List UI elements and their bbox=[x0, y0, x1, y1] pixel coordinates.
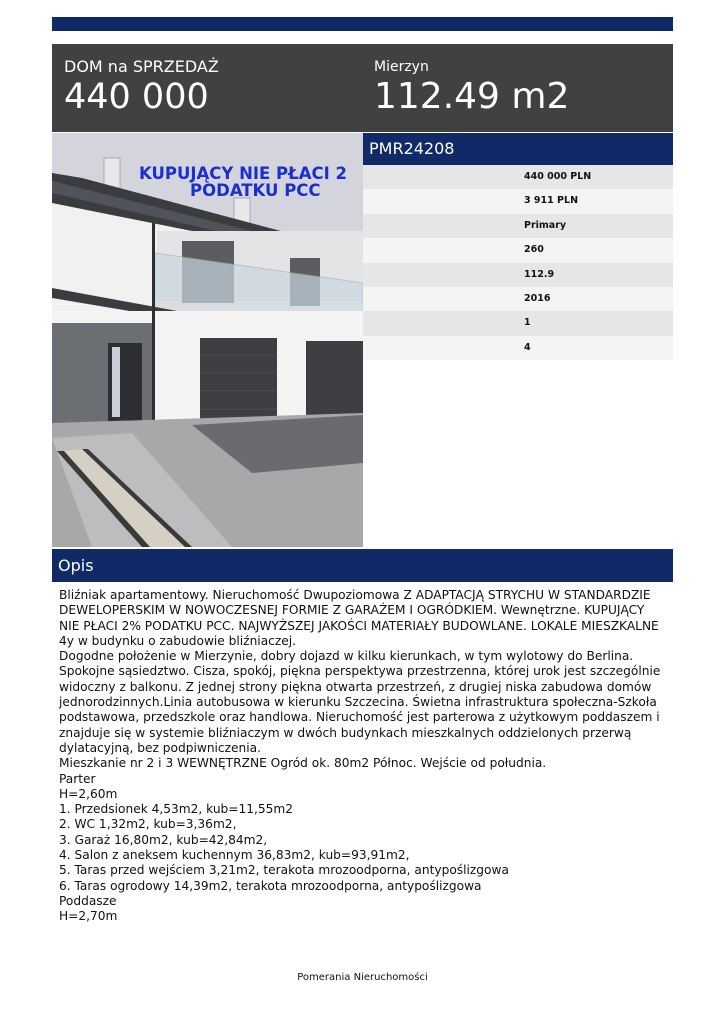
description-line: dylatacyjną, bez podpiwniczenia. bbox=[59, 740, 261, 755]
description-line: 4. Salon z aneksem kuchennym 36,83m2, kub=93,91m2, bbox=[59, 848, 410, 863]
description-line: NIE PŁACI 2% PODATKU PCC. NAJWYŻSZEJ JAKOŚCI MATERIAŁY BUDOWLANE. LOKALE MIESZKALNE bbox=[59, 618, 659, 633]
property-photo bbox=[52, 133, 363, 547]
description-line: podstawowa, przedszkole oraz handlowa. Nieruchomość jest parterowa z użytkowym poddaszem i bbox=[59, 710, 660, 725]
photo-banner-line2: PODATKU PCC bbox=[190, 181, 321, 200]
description-line: jednorodzinnych.Linia autobusowa w kierunku Szczecina. Świetna infrastruktura społeczna-Szkoła bbox=[59, 695, 657, 710]
property-row: 3 911 PLN bbox=[363, 189, 673, 213]
property-row: Primary bbox=[363, 214, 673, 238]
description-line: 4y w budynku o zabudowie bliźniaczej. bbox=[59, 633, 297, 648]
description-line: Parter bbox=[59, 771, 96, 786]
description-line: 1. Przedsionek 4,53m2, kub=11,55m2 bbox=[59, 802, 294, 817]
description-line: DEWELOPERSKIM W NOWOCZESNEJ FORMIE Z GARAŻEM I OGRÓDKIEM. Wewnętrzne. KUPUJĄCY bbox=[59, 603, 645, 618]
area-value: 112.49 m2 bbox=[374, 76, 570, 117]
header-left bbox=[64, 44, 219, 117]
description-line: 3. Garaż 16,80m2, kub=42,84m2, bbox=[59, 832, 268, 847]
description-line: Mieszkanie nr 2 i 3 WEWNĘTRZNE Ogród ok. 80m2 Północ. Wejście od południa. bbox=[59, 756, 547, 771]
description-line: 6. Taras ogrodowy 14,39m2, terakota mrozoodporna, antypoślizgowa bbox=[59, 878, 482, 893]
description-line: H=2,70m bbox=[59, 909, 118, 924]
location-label: Mierzyn bbox=[374, 59, 429, 75]
property-row: 260 bbox=[363, 238, 673, 262]
price-value: 440 000 bbox=[64, 77, 209, 117]
property-type-label: DOM na SPRZEDAŻ bbox=[64, 57, 219, 76]
description-line: Dogodne położenie w Mierzynie, dobry dojazd w kilku kierunkach, w tym wylotowy do Berlina. bbox=[59, 649, 634, 664]
listing-header bbox=[52, 44, 673, 132]
footer-company: Pomerania Nieruchomości bbox=[297, 972, 428, 983]
top-accent-bar bbox=[52, 17, 673, 31]
photo-banner-line1: KUPUJĄCY NIE PŁACI 2 bbox=[139, 164, 347, 183]
description-text bbox=[59, 588, 671, 925]
property-row: 112.9 bbox=[363, 263, 673, 287]
description-line: 2. WC 1,32m2, kub=3,36m2, bbox=[59, 817, 237, 832]
property-details-table bbox=[363, 165, 673, 360]
listing-id-bar: PMR24208 bbox=[363, 133, 673, 165]
property-row: 1 bbox=[363, 311, 673, 335]
description-line: widoczny z balkonu. Z jednej strony piękna otwarta przestrzeń, z drugiej niska zabudowa domów bbox=[59, 679, 652, 694]
property-row: 440 000 PLN bbox=[363, 165, 673, 189]
description-line: Spokojne sąsiedztwo. Cisza, spokój, piękna perspektywa przestrzenna, której urok jest szczególnie bbox=[59, 664, 661, 679]
description-line: Poddasze bbox=[59, 893, 117, 908]
header-right bbox=[374, 44, 569, 117]
description-line: 5. Taras przed wejściem 3,21m2, terakota mrozoodporna, antypoślizgowa bbox=[59, 863, 509, 878]
description-line: H=2,60m bbox=[59, 786, 118, 801]
description-heading: Opis bbox=[52, 549, 673, 582]
property-row: 2016 bbox=[363, 287, 673, 311]
description-line: znajduje się w systemie bliźniaczym w dwóch budynkach mieszkalnych oddzielonych przerwą bbox=[59, 725, 632, 740]
property-row: 4 bbox=[363, 336, 673, 360]
description-line: Bliźniak apartamentowy. Nieruchomość Dwupoziomowa Z ADAPTACJĄ STRYCHU W STANDARDZIE bbox=[59, 588, 651, 602]
